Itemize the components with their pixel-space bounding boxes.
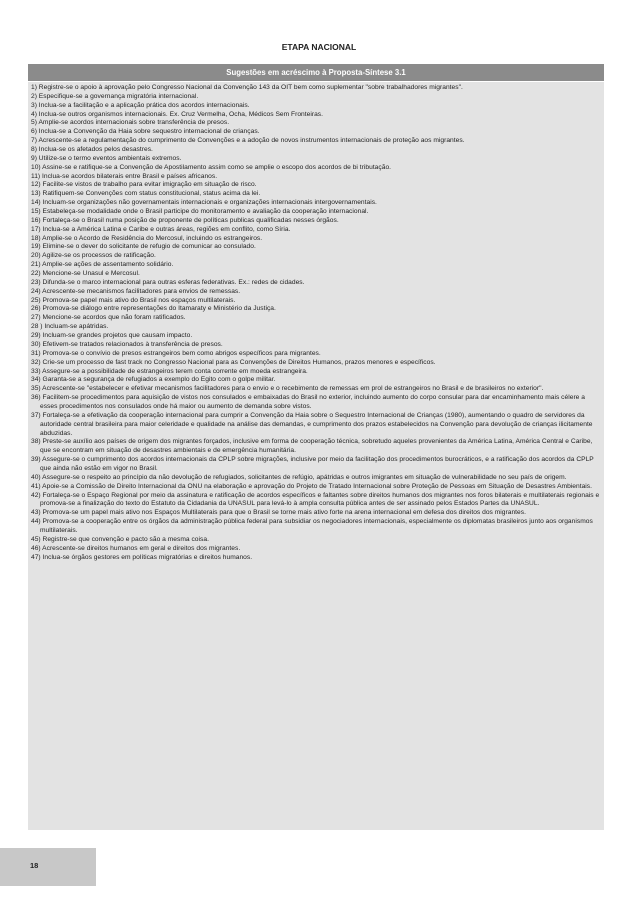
list-item: 34) Garanta-se a segurança de refugiados a exemplo do Egito com o golpe militar. xyxy=(31,376,276,384)
list-item: 13) Ratifiquem-se Convenções com status constitucional, status acima da lei. xyxy=(31,190,261,198)
list-item: 25) Promova-se papel mais ativo do Brasil nos espaços multilaterais. xyxy=(31,296,236,304)
list-item: 6) Inclua-se a Convenção da Haia sobre sequestro internacional de crianças. xyxy=(31,128,260,136)
list-item: 28 ) Incluam-se apátridas. xyxy=(31,323,109,331)
list-item: 30) Efetivem-se tratados relacionados à transferência de presos. xyxy=(31,340,223,348)
list-item: 22) Mencione-se Unasul e Mercosul. xyxy=(31,270,140,278)
list-item: 38) Preste-se auxílio aos países de origem dos migrantes forçados, inclusive em forma de cooperação técnica, sobretudo aqueles provenientes da América Latina, América Central e Caribe, que se encontram em situação de desastres ambientais e de emergência humanitária. xyxy=(31,438,593,455)
list-item: 3) Inclua-se a facilitação e a aplicação prática dos acordos internacionais. xyxy=(31,101,250,109)
suggestions-list xyxy=(31,84,600,562)
list-item: 14) Incluam-se organizações não governamentais internacionais e organizações internacionais intergovernamentais. xyxy=(31,199,377,207)
list-item: 45) Registre-se que convenção e pacto são a mesma coisa. xyxy=(31,535,209,543)
list-item: 37) Fortaleça-se a efetivação da cooperação internacional para cumprir a Convenção da Haia sobre o Sequestro Internacional de Crianças (1980), aumentando o quadro de servidores da autoridade central brasileira para maior celeridade e qualidade na análise das demandas, e cumprimento dos prazos estabelecidos na Convenção para devolução de crianças ilicitamente abduzidas. xyxy=(31,411,593,437)
list-item: 16) Fortaleça-se o Brasil numa posição de proponente de políticas publicas qualificadas nesses órgãos. xyxy=(31,216,339,224)
list-item: 7) Acrescente-se a regulamentação do cumprimento de Convenções e a adoção de novos instrumentos internacionais de proteção aos migrantes. xyxy=(31,137,465,145)
list-item: 47) Inclua-se órgãos gestores em políticas migratórias e direitos humanos. xyxy=(31,553,253,561)
table-title: Sugestões em acréscimo à Proposta-Síntese 3.1 xyxy=(28,64,604,81)
list-item: 32) Crie-se um processo de fast track no Congresso Nacional para as Convenções de Direitos Humanos, prazos menores e específicos. xyxy=(31,358,436,366)
list-item: 41) Apoie-se a Comissão de Direito Internacional da ONU na elaboração e aprovação do Projeto de Tratado Internacional sobre Proteção de Pessoas em Situação de Desastres Ambientais. xyxy=(31,482,592,490)
list-item: 26) Promova-se diálogo entre representações do Itamaraty e Ministério da Justiça. xyxy=(31,305,276,313)
list-item: 23) Difunda-se o marco internacional para outras esferas federativas. Ex.: redes de cidades. xyxy=(31,278,305,286)
list-item: 12) Facilite-se vistos de trabalho para evitar imigração em situação de risco. xyxy=(31,181,257,189)
section-header: ETAPA NACIONAL xyxy=(281,42,357,52)
suggestions-table xyxy=(28,82,604,830)
list-item: 5) Amplie-se acordos internacionais sobre transferência de presos. xyxy=(31,119,230,127)
list-item: 24) Acrescente-se mecanismos facilitadores para envios de remessas. xyxy=(31,287,241,295)
list-item: 33) Assegure-se a possibilidade de estrangeiros terem conta corrente em moeda estrangeira. xyxy=(31,367,308,375)
list-item: 35) Acrescente-se "estabelecer e efetivar mecanismos facilitadores para o envio e o recebimento de remessas em prol de estrangeiros no Brasil e de brasileiros no exterior". xyxy=(31,385,544,393)
list-item: 21) Amplie-se ações de assentamento solidário. xyxy=(31,261,174,269)
list-item: 42) Fortaleça-se o Espaço Regional por meio da assinatura e ratificação de acordos específicos e faltantes sobre direitos humanos dos migrantes nos foros bilaterais e multilaterais regionais e promova-se a finalização do texto do Estatuto da Cidadania da UNASUL para levá-lo à ampla consulta pública antes de ser assinado pelos Estados Partes da UNASUL. xyxy=(31,491,600,508)
list-item: 2) Especifique-se a governança migratória internacional. xyxy=(31,92,199,100)
list-item: 10) Assine-se e ratifique-se a Convenção de Apostilamento assim como se amplie o escopo dos acordos de bi tributação. xyxy=(31,163,392,171)
list-item: 43) Promova-se um papel mais ativo nos Espaços Multilaterais para que o Brasil se torne mais ativo forte na arena internacional em defesa dos direitos dos migrantes. xyxy=(31,509,526,517)
list-item: 20) Agilize-se os processos de ratificação. xyxy=(31,252,156,260)
page-number-tab xyxy=(0,848,96,886)
list-item: 31) Promova-se o convívio de presos estrangeiros bem como abrigos específicos para migrantes. xyxy=(31,349,321,357)
list-item: 46) Acrescente-se direitos humanos em geral e direitos dos migrantes. xyxy=(31,544,241,552)
list-item: 11) Inclua-se acordos bilaterais entre Brasil e países africanos. xyxy=(31,172,218,180)
list-item: 19) Elimine-se o dever do solicitante de refugio de comunicar ao consulado. xyxy=(31,243,256,251)
list-item: 29) Incluam-se grandes projetos que causam impacto. xyxy=(31,332,193,340)
list-item: 18) Amplie-se o Acordo de Residência do Mercosul, incluindo os estrangeiros. xyxy=(31,234,263,242)
list-item: 15) Estabeleça-se modalidade onde o Brasil participe do monitoramento e avaliação da cooperação internacional. xyxy=(31,208,369,216)
list-item: 40) Assegure-se o respeito ao princípio da não devolução de refugiados, solicitantes de refúgio, apátridas e outros imigrantes em situação de vulnerabilidade no seu país de origem. xyxy=(31,473,567,481)
list-item: 8) Inclua-se os afetados pelos desastres. xyxy=(31,146,153,154)
list-item: 1) Registre-se o apoio à aprovação pelo Congresso Nacional da Convenção 143 da OIT bem como suplementar "sobre trabalhadores migrantes". xyxy=(31,84,463,91)
list-item: 36) Facilitem-se procedimentos para aquisição de vistos nos consulados e embaixadas do Brasil no exterior, incluindo aumento do corpo consular para dar encaminhamento mais célere a esses procedimentos nos consulados onde há maior ou aumento de demanda sobre vistos. xyxy=(31,394,585,410)
list-item: 4) Inclua-se outros organismos internacionais. Ex. Cruz Vermelha, Ocha, Médicos Sem Fronteiras. xyxy=(31,110,323,118)
page-number: 18 xyxy=(30,861,39,870)
list-item: 27) Mencione-se acordos que não foram ratificados. xyxy=(31,314,186,322)
list-item: 44) Promova-se a cooperação entre os órgãos da administração pública federal para subsidiar os negociadores internacionais, especialmente os diplomatas brasileiros junto aos organismos multilaterais. xyxy=(31,518,593,534)
list-item: 39) Assegure-se o cumprimento dos acordos internacionais da CPLP sobre migrações, inclusive por meio da facilitação dos procedimentos burocráticos, e a ratificação dos acordos da CPLP que ainda não estão em vigor no Brasil. xyxy=(31,456,594,472)
list-item: 9) Utilize-se o termo eventos ambientais extremos. xyxy=(31,154,182,162)
list-item: 17) Inclua-se a América Latina e Caribe e outras áreas, regiões em conflito, como Síria. xyxy=(31,225,291,233)
